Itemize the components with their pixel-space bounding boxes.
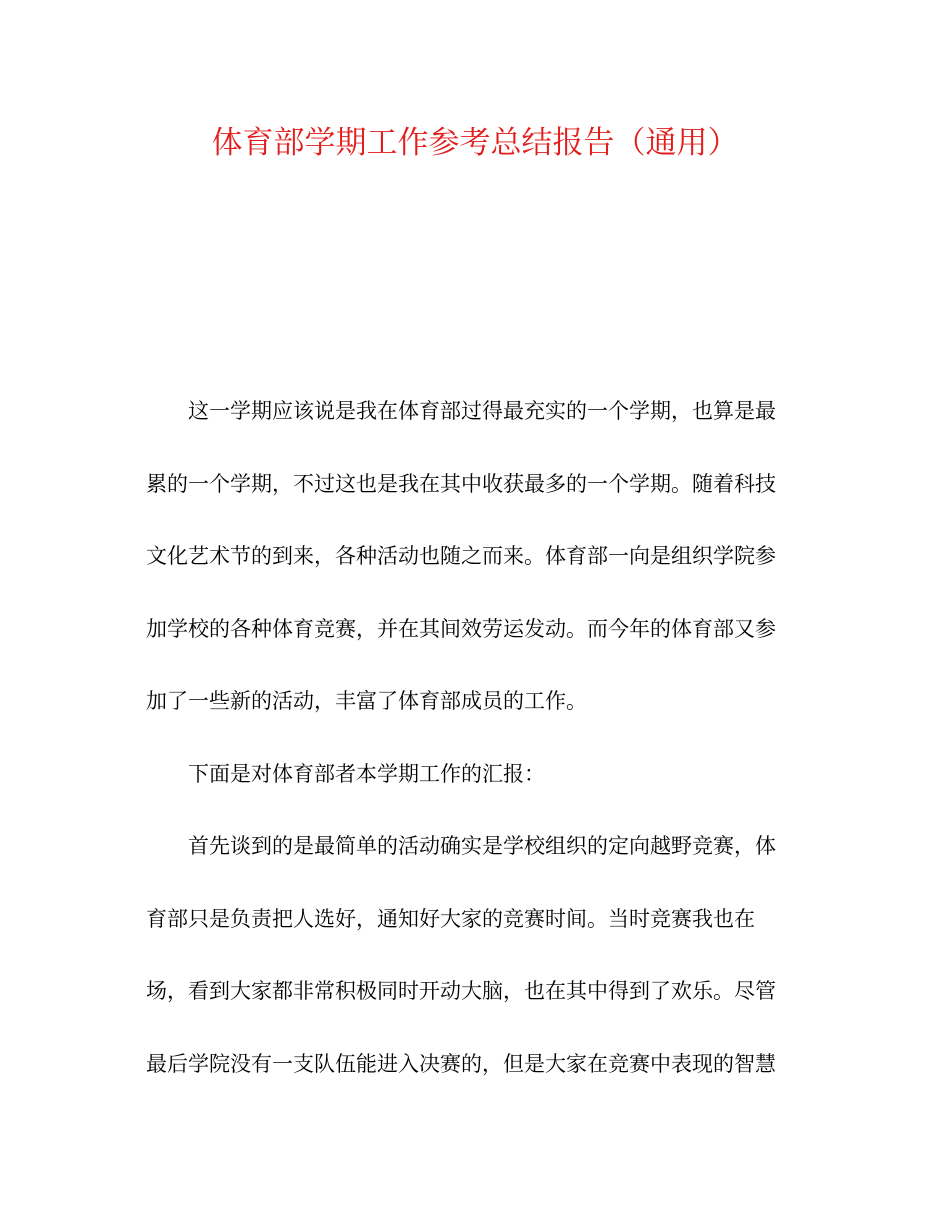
paragraph-3-line-3: 场，看到大家都非常积极同时开动大脑，也在其中得到了欢乐。尽管	[146, 979, 776, 1003]
paragraph-1-line-1: 这一学期应该说是我在体育部过得最充实的一个学期，也算是最	[188, 399, 776, 423]
paragraph-3-line-1: 首先谈到的是最简单的活动确实是学校组织的定向越野竞赛，体	[188, 834, 776, 858]
paragraph-1-line-3: 文化艺术节的到来，各种活动也随之而来。体育部一向是组织学院参	[146, 544, 776, 568]
paragraph-1-line-2: 累的一个学期，不过这也是我在其中收获最多的一个学期。随着科技	[146, 471, 776, 496]
paragraph-1-line-5: 加了一些新的活动，丰富了体育部成员的工作。	[146, 689, 587, 713]
paragraph-1-line-4: 加学校的各种体育竞赛，并在其间效劳运发动。而今年的体育部又参	[146, 616, 776, 641]
document-title: 体育部学期工作参考总结报告（通用）	[211, 125, 739, 161]
paragraph-2-line-1: 下面是对体育部者本学期工作的汇报：	[188, 761, 545, 786]
paragraph-3-line-2: 育部只是负责把人选好，通知好大家的竞赛时间。当时竞赛我也在	[146, 906, 755, 931]
paragraph-3-line-4: 最后学院没有一支队伍能进入决赛的，但是大家在竞赛中表现的智慧	[146, 1051, 776, 1076]
document-body	[146, 387, 798, 1112]
